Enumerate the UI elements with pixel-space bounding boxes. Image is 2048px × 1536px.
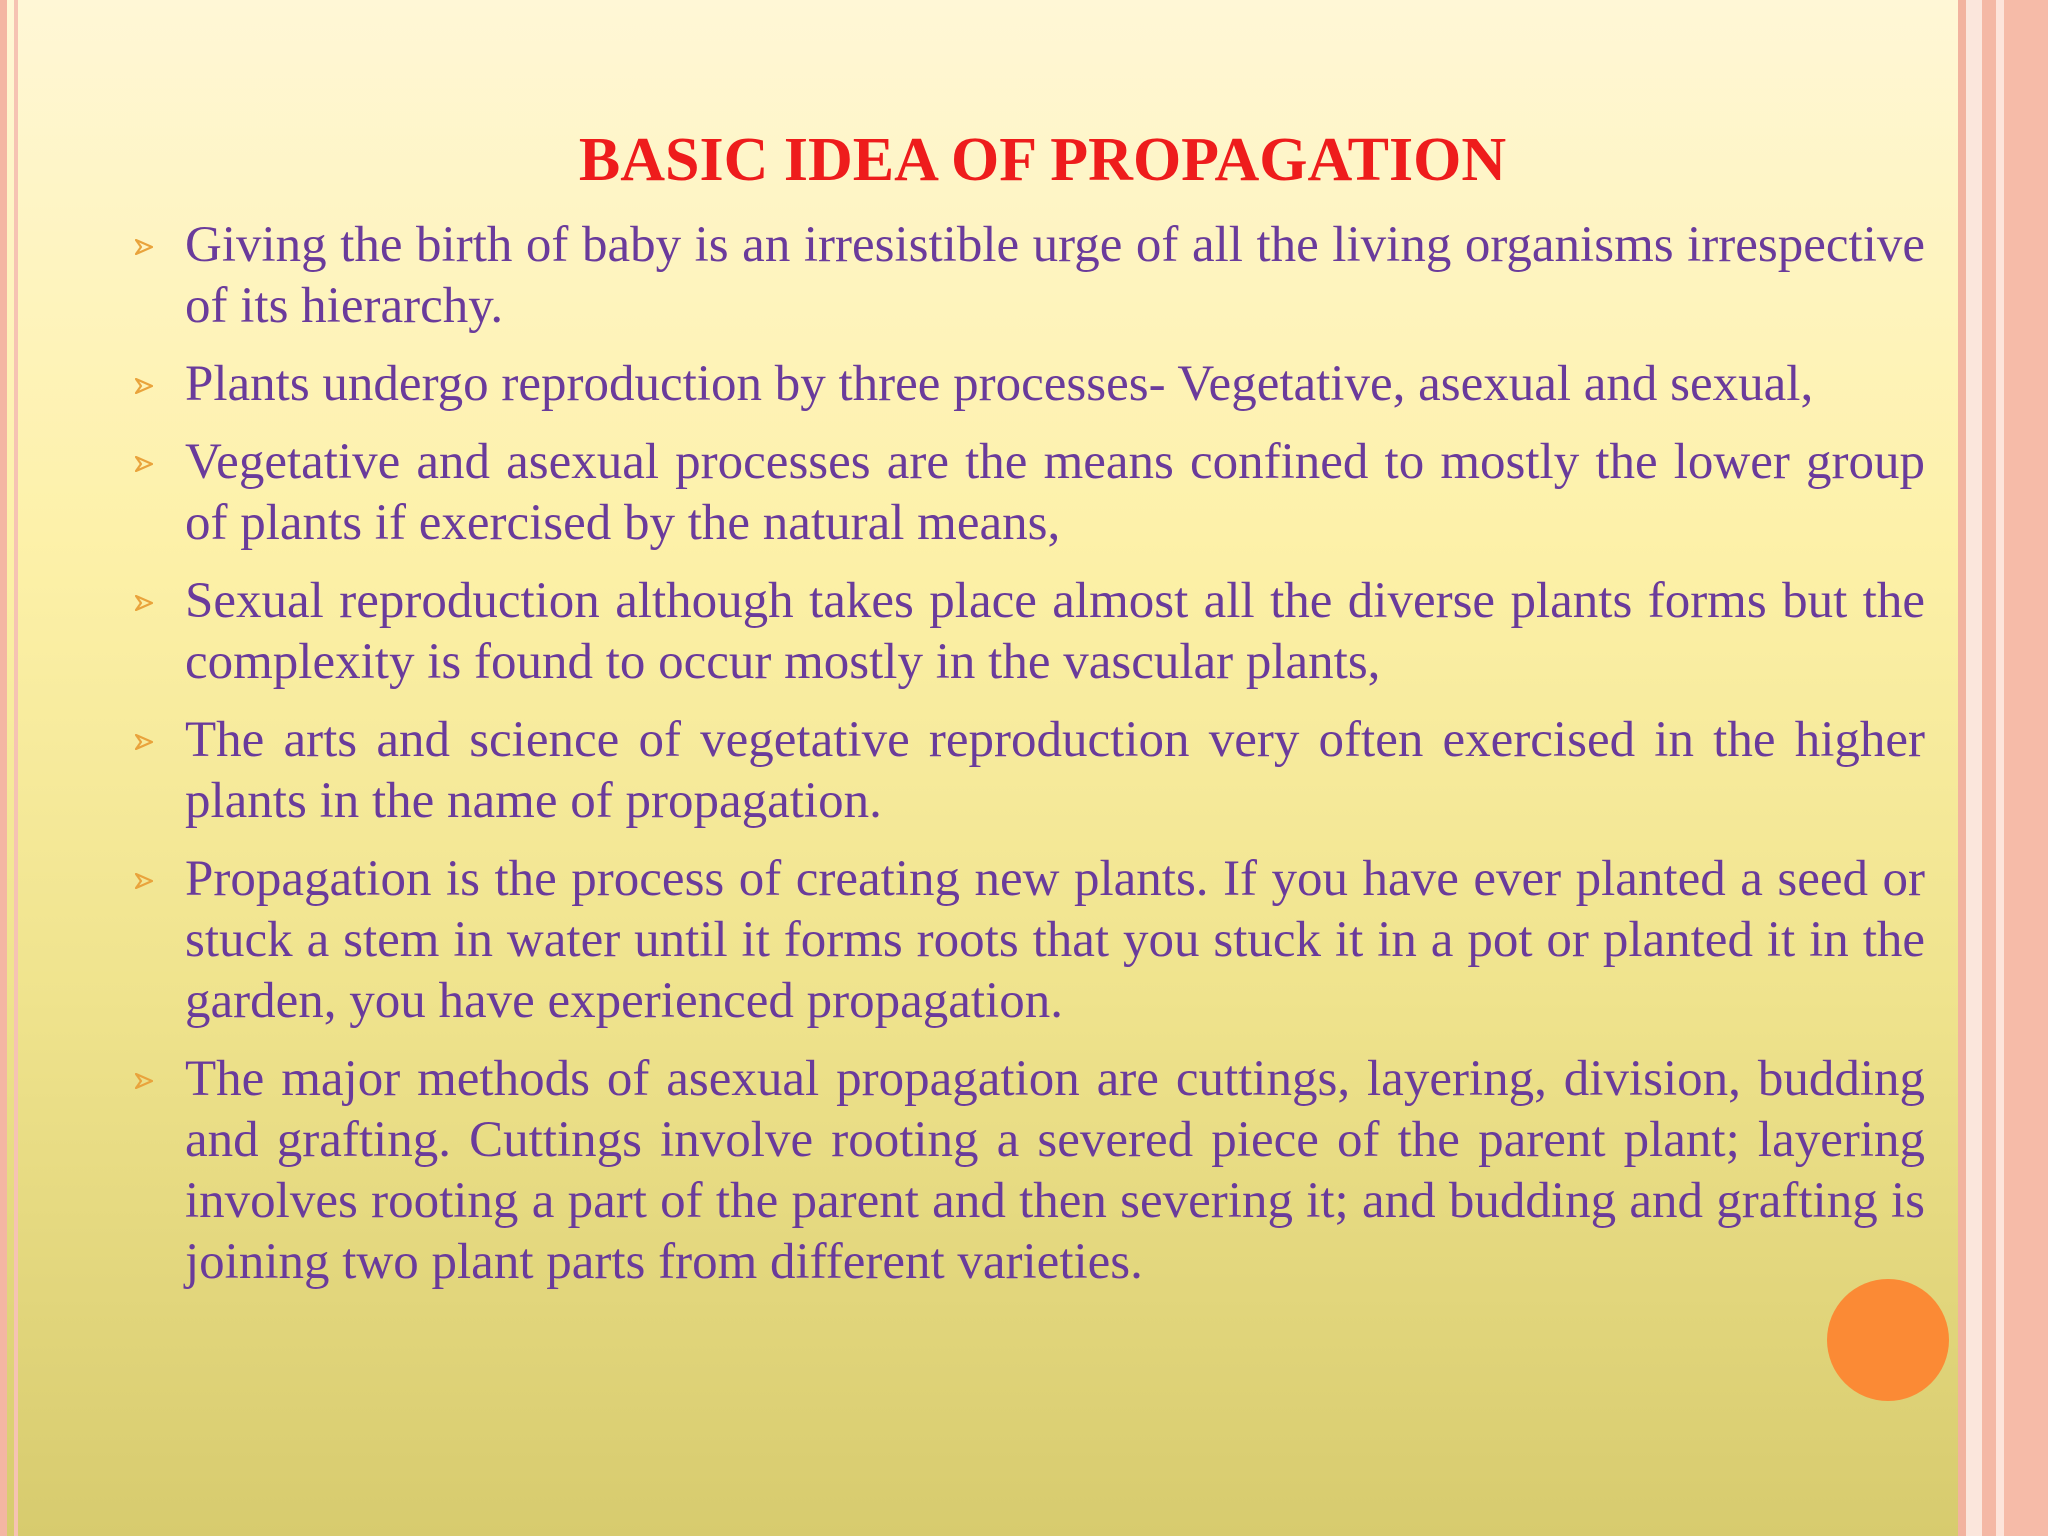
bullet-text: Propagation is the process of creating new plants. If you have ever planted a seed or stuck a stem in water until it forms roots that you stuck it in a pot or planted it in the garden, you have experienced propagation.: [185, 851, 1925, 1029]
bullet-text: The arts and science of vegetative reproduction very often exercised in the higher plants in the name of propagation.: [185, 712, 1925, 829]
arrowhead-bullet-icon: [135, 734, 153, 750]
bullet-item: [135, 354, 1925, 415]
bullet-item: [135, 432, 1925, 554]
arrowhead-bullet-icon: [135, 1073, 153, 1089]
slide-title: BASIC IDEA OF PROPAGATION: [578, 126, 1507, 194]
bullet-text: Plants undergo reproduction by three processes- Vegetative, asexual and sexual,: [185, 356, 1814, 412]
arrowhead-bullet-icon: [135, 595, 153, 611]
bullet-text: Sexual reproduction although takes place almost all the diverse plants forms but the complexity is found to occur mostly in the vascular plants,: [185, 573, 1925, 690]
bullet-item: [135, 571, 1925, 693]
bullet-list: [135, 215, 1925, 1310]
orange-circle-decoration: [1827, 1279, 1949, 1401]
bullet-item: [135, 849, 1925, 1032]
bullet-text: Vegetative and asexual processes are the means confined to mostly the lower group of plants if exercised by the natural means,: [185, 434, 1925, 551]
right-border-strip: [2004, 0, 2048, 1536]
bullet-text: The major methods of asexual propagation are cuttings, layering, division, budding and grafting. Cuttings involve rooting a severed piece of the parent plant; layering involves rooting a part of the parent and then severing it; and budding and grafting is joining two plant parts from different varieties.: [185, 1051, 1925, 1290]
right-border-strip: [1982, 0, 1996, 1536]
arrowhead-bullet-icon: [135, 239, 153, 255]
left-border-strip: [0, 0, 7, 1536]
right-border-strip: [1996, 0, 2004, 1536]
arrowhead-bullet-icon: [135, 456, 153, 472]
bullet-item: [135, 1049, 1925, 1293]
arrowhead-bullet-icon: [135, 378, 153, 394]
left-border-strip-inner: [14, 0, 18, 1536]
bullet-item: [135, 215, 1925, 337]
arrowhead-bullet-icon: [135, 873, 153, 889]
right-border-strip: [1958, 0, 1966, 1536]
bullet-text: Giving the birth of baby is an irresistible urge of all the living organisms irrespective of its hierarchy.: [185, 217, 1925, 334]
bullet-item: [135, 710, 1925, 832]
right-border-strip: [1966, 0, 1982, 1536]
